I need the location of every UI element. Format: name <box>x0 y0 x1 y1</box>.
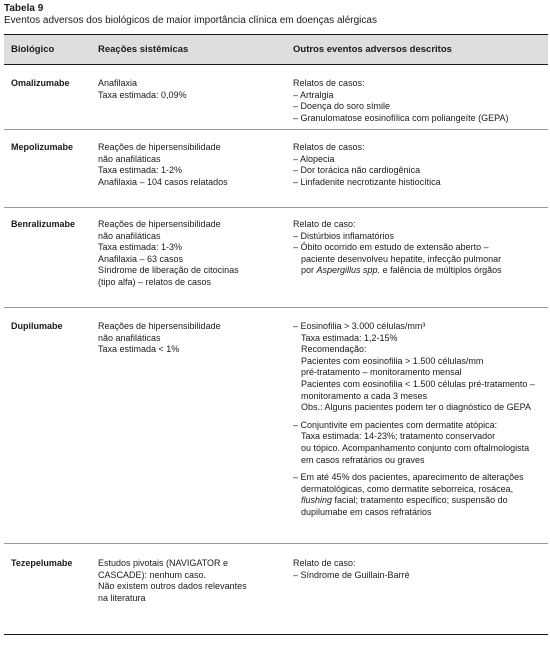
systemic-reaction-line: Reações de hipersensibilidade <box>98 142 221 152</box>
drug-name: Dupilumabe <box>11 321 63 331</box>
adverse-event-line: – Em até 45% dos pacientes, aparecimento de alterações <box>293 472 524 483</box>
adverse-event-line: pré-tratamento – monitoramento mensal <box>301 367 462 378</box>
text-segment: facial; tratamento específico; suspensão do <box>332 495 508 506</box>
adverse-event-line: Relato de caso: <box>293 219 356 229</box>
adverse-event-line: Obs.: Alguns pacientes podem ter o diagnóstico de GEPA <box>301 402 531 413</box>
adverse-event-line: paciente desenvolveu hepatite, infecção pulmonar <box>301 253 502 264</box>
adverse-event-line: Pacientes com eosinofilia > 1.500 células/mm <box>301 355 484 366</box>
systemic-reaction-line: na literatura <box>98 592 146 603</box>
italic-term: flushing <box>301 495 333 506</box>
systemic-reaction-line: Anafilaxia – 104 casos relatados <box>98 176 228 187</box>
systemic-reaction-line: Anafilaxia – 63 casos <box>98 253 184 264</box>
systemic-reaction-line: não anafiláticas <box>98 153 161 164</box>
systemic-reaction-line: CASCADE): nenhum caso. <box>98 569 207 580</box>
other-adverse-events <box>293 142 441 188</box>
systemic-reaction-line: Estudos pivotais (NAVIGATOR e <box>98 558 229 568</box>
systemic-reaction-line: Taxa estimada < 1% <box>98 344 180 355</box>
adverse-event-line: ou tópico. Acompanhamento conjunto com oftalmologista <box>301 442 530 453</box>
systemic-reaction-line: Não existem outros dados relevantes <box>98 581 247 592</box>
systemic-reaction-line: Reações de hipersensibilidade <box>98 219 221 229</box>
table-caption: Eventos adversos dos biológicos de maior importância clínica em doenças alérgicas <box>4 15 377 26</box>
adverse-event-line: – Doença do soro símile <box>293 101 391 112</box>
systemic-reactions <box>98 142 228 188</box>
header-col-outros-eventos: Outros eventos adversos descritos <box>293 44 452 55</box>
systemic-reactions <box>98 219 239 289</box>
systemic-reaction-line: (tipo alfa) – relatos de casos <box>98 276 212 287</box>
table-label: Tabela 9 <box>4 3 44 14</box>
adverse-event-line: Relato de caso: <box>293 558 356 568</box>
italic-term: Aspergillus spp. <box>316 265 381 276</box>
drug-name: Tezepelumabe <box>11 558 73 568</box>
adverse-event-line: – Alopecia <box>293 153 335 164</box>
table-bottom-rule <box>4 634 548 635</box>
adverse-event-line: dupilumabe em casos refratários <box>301 506 432 517</box>
drug-name: Benralizumabe <box>11 219 76 229</box>
systemic-reactions <box>98 321 221 356</box>
systemic-reaction-line: Reações de hipersensibilidade <box>98 321 221 331</box>
adverse-event-line: – Distúrbios inflamatórios <box>293 230 395 241</box>
other-adverse-events <box>293 321 535 519</box>
systemic-reaction-line: Taxa estimada: 0,09% <box>98 89 187 100</box>
adverse-event-line: – Óbito ocorrido em estudo de extensão aberto – <box>293 242 489 253</box>
row-divider <box>4 207 548 208</box>
table-header <box>4 34 548 65</box>
systemic-reaction-line: Anafilaxia <box>98 78 138 88</box>
adverse-event-line: – Síndrome de Guillain-Barré <box>293 569 410 580</box>
adverse-event-line: Relatos de casos: <box>293 142 365 152</box>
adverse-event-line: monitoramento a cada 3 meses <box>301 390 428 401</box>
other-adverse-events <box>293 78 508 124</box>
drug-name: Omalizumabe <box>11 78 70 88</box>
adverse-event-line: – Granulomatose eosinofílica com poliangeíte (GEPA) <box>293 112 509 123</box>
header-col-biologico: Biológico <box>11 44 55 55</box>
adverse-event-line: Taxa estimada: 1,2-15% <box>301 332 398 343</box>
adverse-event-line: Pacientes com eosinofilia < 1.500 células pré-tratamento – <box>301 378 535 389</box>
adverse-event-line: Relatos de casos: <box>293 78 365 88</box>
adverse-event-line <box>293 495 535 507</box>
row-divider <box>4 129 548 130</box>
adverse-event-line: Taxa estimada: 14-23%; tratamento conservador <box>301 431 496 442</box>
adverse-event-line <box>293 265 502 277</box>
adverse-event-line: – Eosinofilia > 3.000 células/mm³ <box>293 321 426 331</box>
systemic-reaction-line: Taxa estimada: 1-2% <box>98 165 183 176</box>
header-col-reacoes-sistemicas: Reações sistêmicas <box>98 44 189 55</box>
other-adverse-events <box>293 219 502 277</box>
systemic-reaction-line: não anafiláticas <box>98 230 161 241</box>
adverse-event-line: em casos refratários ou graves <box>301 454 425 465</box>
systemic-reactions <box>98 558 247 604</box>
adverse-event-line: – Artralgia <box>293 89 334 100</box>
systemic-reaction-line: Taxa estimada: 1-3% <box>98 242 183 253</box>
adverse-event-line: – Conjuntivite em pacientes com dermatite atópica: <box>293 419 498 430</box>
text-segment: e falência de múltiplos órgãos <box>380 265 502 276</box>
row-divider <box>4 307 548 308</box>
other-adverse-events <box>293 558 410 581</box>
text-segment: por <box>301 265 317 276</box>
adverse-event-line: – Linfadenite necrotizante histiocítica <box>293 176 441 187</box>
adverse-event-line: dermatológicas, como dermatite seborreica, rosácea, <box>301 483 514 494</box>
systemic-reaction-line: não anafiláticas <box>98 332 161 343</box>
drug-name: Mepolizumabe <box>11 142 74 152</box>
systemic-reaction-line: Síndrome de liberação de citocinas <box>98 265 239 276</box>
systemic-reactions <box>98 78 187 101</box>
row-divider <box>4 543 548 544</box>
adverse-event-line: Recomendação: <box>301 344 367 355</box>
adverse-event-line: – Dor torácica não cardiogênica <box>293 165 421 176</box>
